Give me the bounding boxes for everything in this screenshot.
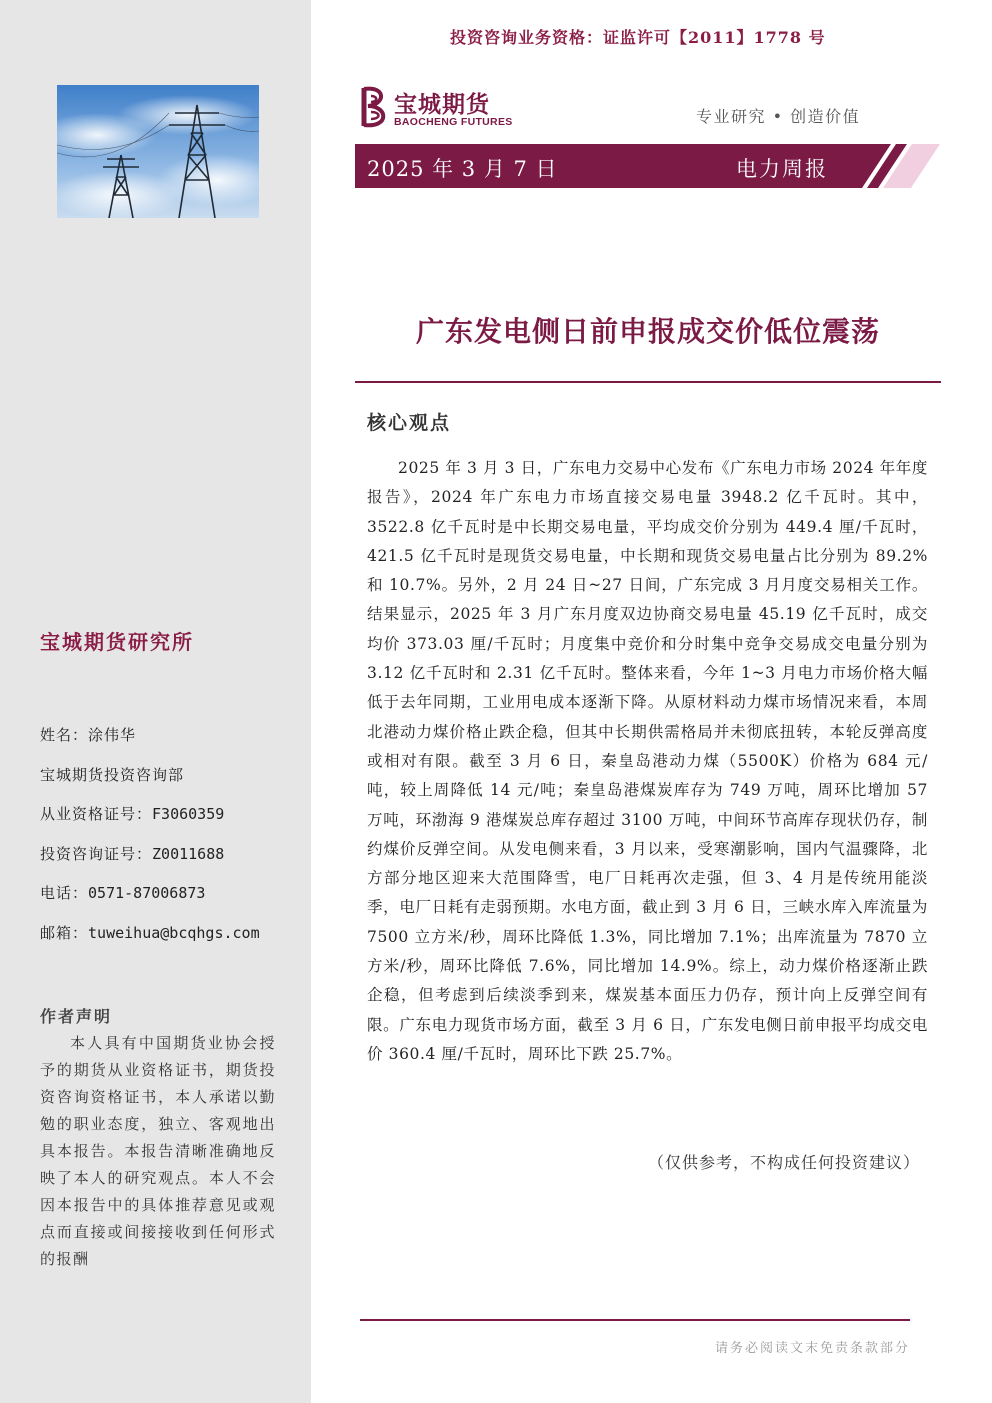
declaration-body: 本人具有中国期货业协会授予的期货从业资格证书，期货投资咨询资格证书，本人承诺以勤勉的职业态度，独立、客观地出具本报告。本报告清晰准确地反映了本人的研究观点。本人不会因本报告中的具体推荐意见或观点而直接或间接接收到任何形式的报酬	[40, 1034, 276, 1268]
logo-english-name: BAOCHENG FUTURES	[394, 116, 513, 128]
company-logo	[356, 84, 526, 132]
footer-divider	[360, 1319, 910, 1321]
contact-qualification-id: 从业资格证号：F3060359	[40, 805, 225, 823]
report-type: 电力周报	[736, 157, 828, 181]
contact-block	[40, 724, 300, 961]
contact-phone: 电话：0571-87006873	[40, 884, 206, 902]
license-line: 投资咨询业务资格：证监许可【2011】1778 号	[450, 28, 826, 47]
power-tower-photo	[57, 85, 259, 218]
slogan: 专业研究 • 创造价值	[696, 107, 861, 126]
report-date: 2025 年 3 月 7 日	[367, 157, 558, 181]
contact-email[interactable]: 邮箱：tuweihua@bcqhgs.com	[40, 923, 260, 942]
logo-mark-icon	[356, 84, 390, 130]
section-heading: 核心观点	[367, 412, 452, 434]
report-title: 广东发电侧日前申报成交价低位震荡	[415, 315, 880, 348]
sidebar	[0, 0, 311, 1403]
declaration-title: 作者声明	[40, 1007, 113, 1026]
institute-name: 宝城期货研究所	[40, 630, 194, 654]
title-divider	[355, 381, 941, 383]
core-view-body: 2025 年 3 月 3 日，广东电力交易中心发布《广东电力市场 2024 年年度报告》，2024 年广东电力市场直接交易电量 3948.2 亿千瓦时。其中，3522.8 亿千瓦时是中长期交易电量，平均成交价分别为 449.4 厘/千瓦时，421.5 亿千瓦时是现货交易电量，中长期和现货交易电量占比分别为 89.2%和 10.7%。另外，2 月 24 日~27 日间，广东完成 3 月月度交易相关工作。结果显示，2025 年 3 月广东月度双边协商交易电量 45.19 亿千瓦时，成交均价 373.03 厘/千瓦时；月度集中竞价和分时集中竞争交易成交电量分别为 3.12 亿千瓦时和 2.31 亿千瓦时。整体来看，今年 1~3 月电力市场价格大幅低于去年同期，工业用电成本逐渐下降。从原材料动力煤市场情况来看，本周北港动力煤价格止跌企稳，但其中长期供需格局并未彻底扭转，本轮反弹高度或相对有限。截至 3 月 6 日，秦皇岛港动力煤（5500K）价格为 684 元/吨，较上周降低 14 元/吨；秦皇岛港煤炭库存为 749 万吨，周环比增加 57 万吨，环渤海 9 港煤炭总库存超过 3100 万吨，中间环节高库存现状仍存，制约煤价反弹空间。从发电侧来看，3 月以来，受寒潮影响，国内气温骤降，北方部分地区迎来大范围降雪，电厂日耗再次走强，但 3、4 月是传统用能淡季，电厂日耗有走弱预期。水电方面，截止到 3 月 6 日，三峡水库入库流量为 7500 立方米/秒，周环比降低 1.3%，同比增加 7.1%；出库流量为 7870 立方米/秒，周环比降低 7.6%，同比增加 14.9%。综上，动力煤价格逐渐止跌企稳，但考虑到后续淡季到来，煤炭基本面压力仍存，预计向上反弹空间有限。广东电力现货市场方面，截至 3 月 6 日，广东发电侧日前申报平均成交电价 360.4 厘/千瓦时，周环比下跌 25.7%。	[367, 459, 928, 1063]
footer-note: 请务必阅读文末免责条款部分	[714, 1341, 910, 1356]
contact-department: 宝城期货投资咨询部	[40, 765, 185, 784]
date-banner	[355, 144, 940, 188]
contact-name: 姓名：涂伟华	[40, 726, 137, 744]
contact-consulting-id: 投资咨询证号：Z0011688	[40, 844, 225, 863]
investment-disclaimer: （仅供参考，不构成任何投资建议）	[647, 1153, 920, 1172]
logo-chinese-name: 宝城期货	[394, 91, 490, 118]
